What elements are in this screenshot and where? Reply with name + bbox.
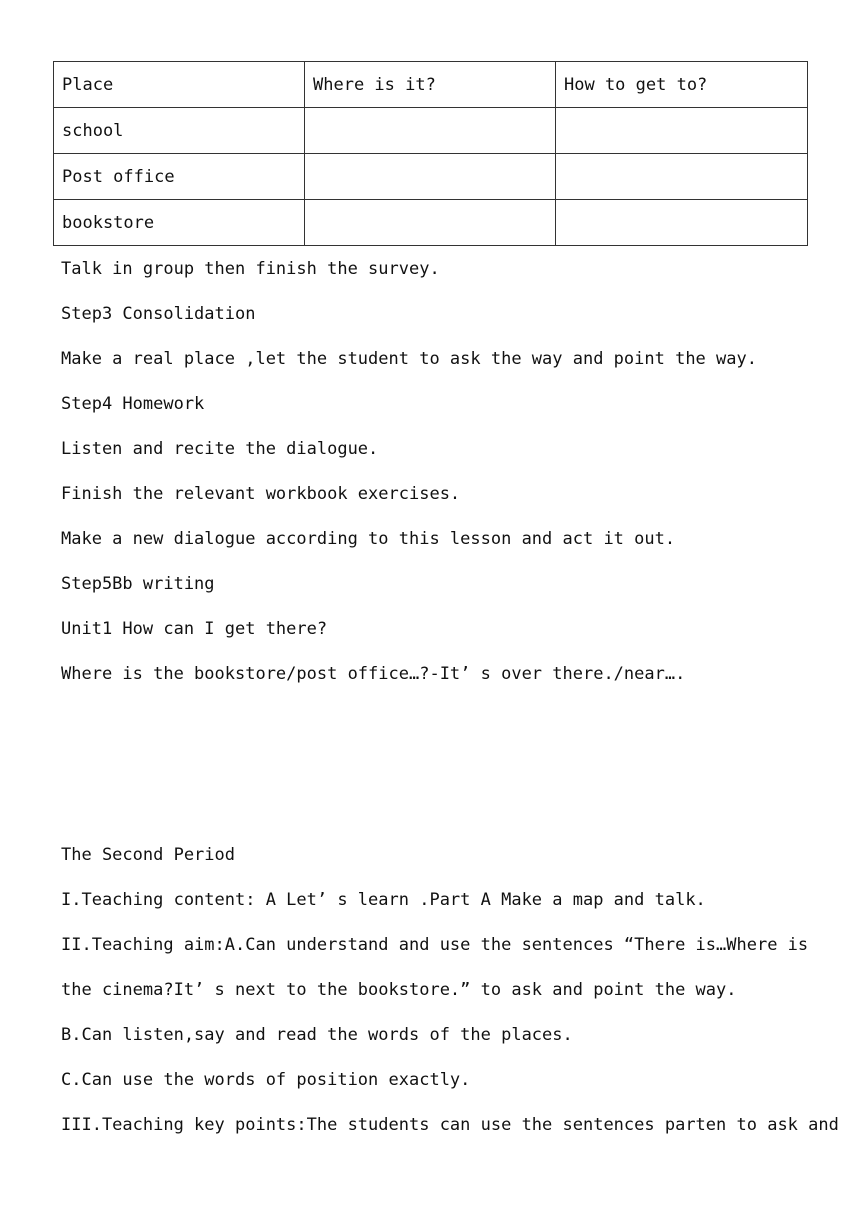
survey-table [53,61,808,246]
cell-how [556,108,808,154]
table-header-row [54,62,808,108]
cell-how [556,154,808,200]
teaching-key-points: III.Teaching key points:The students can use the sentences parten to ask and [61,1115,839,1135]
step4-heading: Step4 Homework [61,394,205,414]
board-writing-text: Where is the bookstore/post office…?-It’ s over there./near…. [61,664,686,684]
board-writing-title: Unit1 How can I get there? [61,619,328,639]
table-row [54,108,808,154]
teaching-aim-continued: the cinema?It’ s next to the bookstore.” to ask and point the way. [61,980,737,1000]
cell-how [556,200,808,246]
homework-item: Listen and recite the dialogue. [61,439,379,459]
step5-heading: Step5Bb writing [61,574,215,594]
table-row [54,200,808,246]
cell-where [305,108,556,154]
teaching-aim-b: B.Can listen,say and read the words of the places. [61,1025,573,1045]
header-place: Place [54,62,305,108]
teaching-aim-c: C.Can use the words of position exactly. [61,1070,471,1090]
header-where: Where is it? [305,62,556,108]
cell-where [305,154,556,200]
teaching-aim: II.Teaching aim:A.Can understand and use the sentences “There is…Where is [61,935,809,955]
cell-where [305,200,556,246]
cell-place: bookstore [54,200,305,246]
header-how: How to get to? [556,62,808,108]
homework-item: Make a new dialogue according to this lesson and act it out. [61,529,676,549]
table-row [54,154,808,200]
step3-text: Make a real place ,let the student to ask the way and point the way. [61,349,757,369]
survey-instruction: Talk in group then finish the survey. [61,259,440,279]
step3-heading: Step3 Consolidation [61,304,256,324]
period-title: The Second Period [61,845,235,865]
cell-place: Post office [54,154,305,200]
homework-item: Finish the relevant workbook exercises. [61,484,461,504]
cell-place: school [54,108,305,154]
teaching-content: I.Teaching content: A Let’ s learn .Part A Make a map and talk. [61,890,706,910]
